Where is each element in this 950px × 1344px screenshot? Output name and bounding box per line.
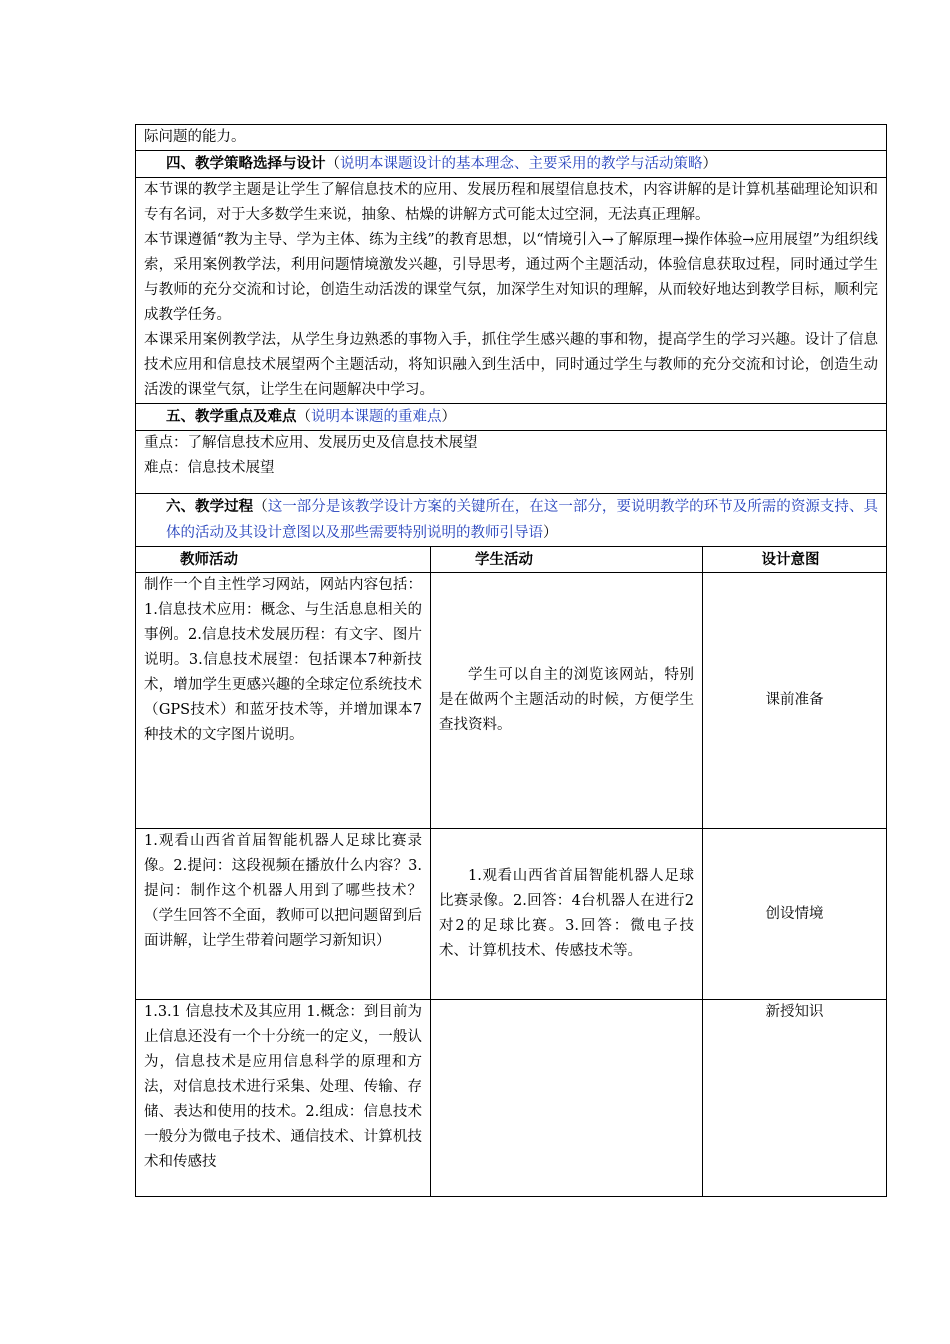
section5-body <box>136 431 887 494</box>
student-activity-cell: 学生可以自主的浏览该网站，特别是在做两个主题活动的时候，方便学生查找资料。 <box>431 573 703 829</box>
section4-paragraph: 本课采用案例教学法，从学生身边熟悉的事物入手，抓住学生感兴趣的事和物，提高学生的学习兴趣。设计了信息技术应用和信息技术展望两个主题活动，将知识融入到生活中，同时通过学生与教师的充分交流和讨论，创造生动活泼的课堂气氛，让学生在问题解决中学习。 <box>144 332 878 398</box>
teacher-activity-cell: 1.观看山西省首届智能机器人足球比赛录像。2.提问：这段视频在播放什么内容？3.提问：制作这个机器人用到了哪些技术？（学生回答不全面，教师可以把问题留到后面讲解，让学生带着问题学习新知识） <box>136 829 431 1000</box>
section5-body-row <box>136 431 887 494</box>
table-row <box>136 829 887 1000</box>
section6-header: 六、教学过程（这一部分是该教学设计方案的关键所在，在这一部分，要说明教学的环节及所需的资源支持、具体的活动及其设计意图以及那些需要特别说明的教师引导语） <box>136 494 887 547</box>
section4-title: 四、教学策略选择与设计 <box>166 155 326 172</box>
header-design-intent: 设计意图 <box>703 547 887 573</box>
table-row <box>136 1000 887 1197</box>
design-intent-cell: 课前准备 <box>703 573 887 829</box>
teacher-activity-cell: 1.3.1 信息技术及其应用 1.概念：到目前为止信息还没有一个十分统一的定义，一般认为，信息技术是应用信息科学的原理和方法，对信息技术进行采集、处理、传输、存储、表达和使用的技术。2.组成：信息技术一般分为微电子技术、通信技术、计算机技术和传感技 <box>136 1000 431 1197</box>
header-teacher-activity: 教师活动 <box>136 547 431 573</box>
section4-paragraph: 本节课的教学主题是让学生了解信息技术的应用、发展历程和展望信息技术，内容讲解的是计算机基础理论知识和专有名词，对于大多数学生来说，抽象、枯燥的讲解方式可能太过空洞，无法真正理解。 <box>144 182 878 223</box>
key-point-line: 重点：了解信息技术应用、发展历史及信息技术展望 <box>144 435 478 451</box>
header-student-activity: 学生活动 <box>431 547 703 573</box>
table-row <box>136 573 887 829</box>
continued-text: 际问题的能力。 <box>136 125 887 151</box>
section6-header-row <box>136 494 887 547</box>
section5-header: 五、教学重点及难点（说明本课题的重难点） <box>136 404 887 431</box>
design-intent-cell: 创设情境 <box>703 829 887 1000</box>
lesson-plan-table <box>135 124 887 1197</box>
difficult-point-line: 难点：信息技术展望 <box>144 460 275 476</box>
section6-title: 六、教学过程 <box>166 498 254 515</box>
process-header-row <box>136 547 887 573</box>
teacher-activity-cell: 制作一个自主性学习网站，网站内容包括：1.信息技术应用：概念、与生活息息相关的事例。2.信息技术发展历程：有文字、图片说明。3.信息技术展望：包括课本7种新技术，增加学生更感兴趣的全球定位系统技术（GPS技术）和蓝牙技术等，并增加课本7种技术的文字图片说明。 <box>136 573 431 829</box>
section5-header-row <box>136 404 887 431</box>
section4-paragraph: 本节课遵循“教为主导、学为主体、练为主线”的教育思想，以“情境引入→了解原理→操作体验→应用展望”为组织线索，采用案例教学法，利用问题情境激发兴趣，引导思考，通过两个主题活动，体验信息获取过程，同时通过学生与教师的充分交流和讨论，创造生动活泼的课堂气氛，加深学生对知识的理解，从而较好地达到教学目标，顺利完成教学任务。 <box>144 232 878 323</box>
section6-note: 这一部分是该教学设计方案的关键所在，在这一部分，要说明教学的环节及所需的资源支持、具体的活动及其设计意图以及那些需要特别说明的教师引导语 <box>166 499 878 541</box>
section5-title: 五、教学重点及难点 <box>166 408 297 425</box>
section5-note: 说明本课题的重难点 <box>311 409 442 425</box>
top-row <box>136 125 887 151</box>
section4-header-row <box>136 151 887 178</box>
section4-header: 四、教学策略选择与设计（说明本课题设计的基本理念、主要采用的教学与活动策略） <box>136 151 887 178</box>
student-activity-cell <box>431 1000 703 1197</box>
design-intent-cell: 新授知识 <box>703 1000 887 1197</box>
section4-body-row <box>136 178 887 404</box>
section4-body <box>136 178 887 404</box>
student-activity-cell: 1.观看山西省首届智能机器人足球比赛录像。2.回答：4台机器人在进行2对2的足球比赛。3.回答：微电子技术、计算机技术、传感技术等。 <box>431 829 703 1000</box>
section4-note: 说明本课题设计的基本理念、主要采用的教学与活动策略 <box>340 156 703 172</box>
